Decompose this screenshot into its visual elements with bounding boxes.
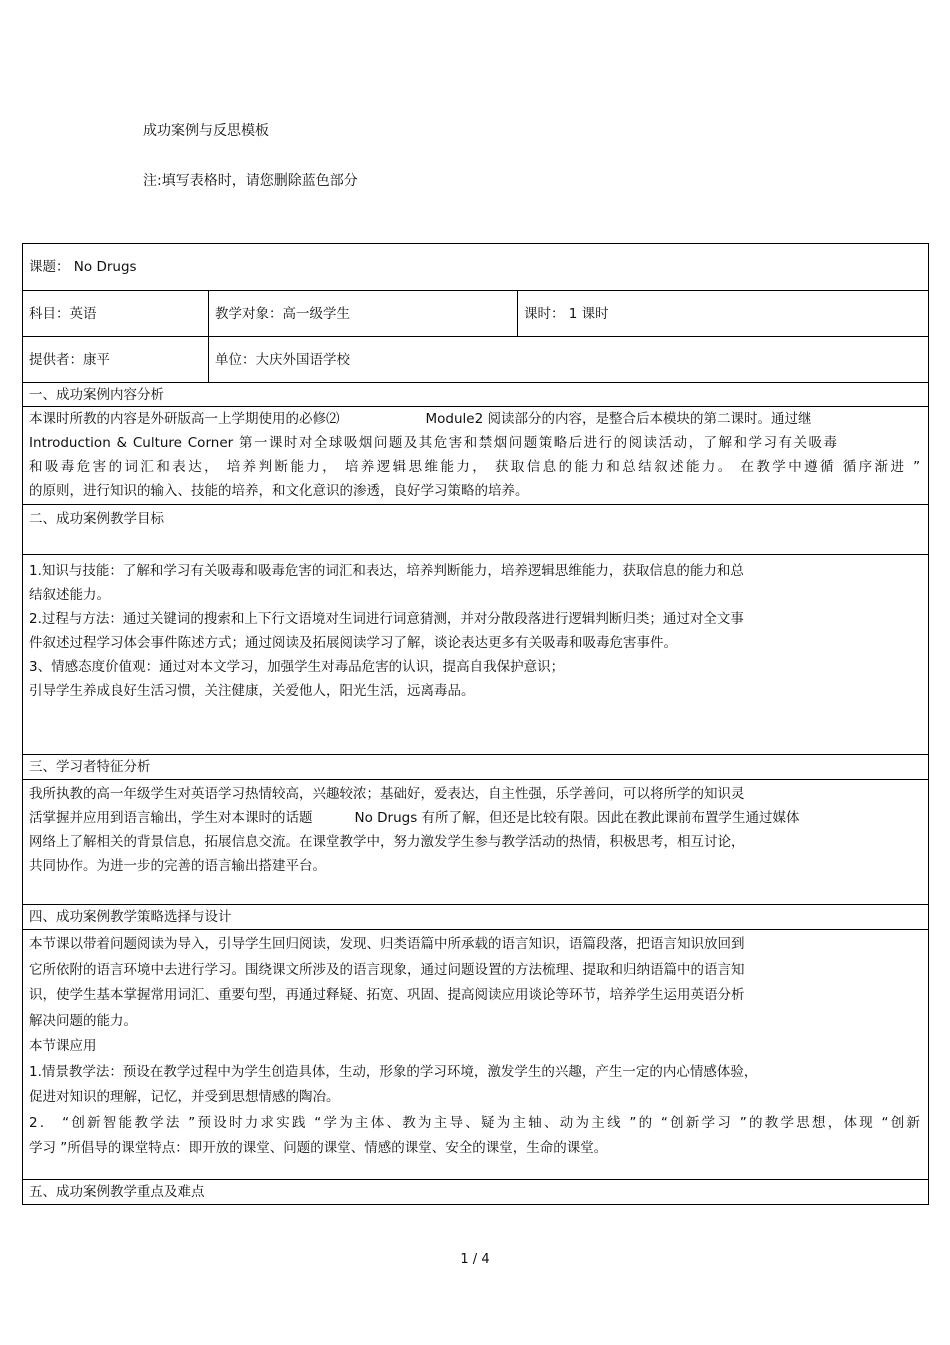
document-note: 注:填写表格时，请您删除蓝色部分 — [143, 173, 358, 189]
s2-line-6: 引导学生养成良好生活习惯，关注健康，关爱他人，阳光生活，远离毒品。 — [29, 683, 475, 699]
section-2-title: 二、成功案例教学目标 — [23, 505, 929, 555]
s3-line-4: 共同协作。为进一步的完善的语言输出搭建平台。 — [29, 858, 326, 874]
s4-line-1: 本节课以带着问题阅读为导入，引导学生回归阅读，发现、归类语篇中所承载的语言知识，语篇段落，把语言知识放回到 — [29, 936, 745, 952]
s1-line-1: 本课时所教的内容是外研版高一上学期使用的必修⑵ Module2 阅读部分的内容，是整合后本模块的第二课时。通过继 — [29, 411, 812, 427]
s3-line-3: 网络上了解相关的背景信息，拓展信息交流。在课堂教学中，努力激发学生参与教学活动的热情，积极思考，相互讨论， — [29, 834, 745, 850]
provider-cell: 提供者：康平 — [23, 337, 209, 383]
s1-line-3: 和吸毒危害的词汇和表达， 培养判断能力， 培养逻辑思维能力， 获取信息的能力和总结叙述能力。 在教学中遵循 循序渐进 ” — [29, 459, 921, 475]
document-title: 成功案例与反思模板 — [143, 123, 269, 139]
case-table — [22, 243, 929, 1205]
subject-cell: 科目：英语 — [23, 291, 209, 337]
s3-line-2: 活掌握并应用到语言输出，学生对本课时的话题 No Drugs 有所了解，但还是比较有限。因此在教此课前布置学生通过媒体 — [29, 810, 800, 826]
audience-cell: 教学对象：高一级学生 — [209, 291, 518, 337]
section-1-content — [23, 407, 929, 505]
unit-cell: 单位：大庆外国语学校 — [209, 337, 929, 383]
s3-line-1: 我所执教的高一年级学生对英语学习热情较高，兴趣较浓；基础好，爱表达，自主性强，乐学善问，可以将所学的知识灵 — [29, 786, 745, 802]
s2-line-4: 件叙述过程学习体会事件陈述方式；通过阅读及拓展阅读学习了解，谈论表达更多有关吸毒和吸毒危害事件。 — [29, 635, 677, 651]
s4-line-8: 2． “创新智能教学法 ”预设时力求实践 “学为主体、教为主导、疑为主轴、动为主线 ”的 “创新学习 ”的教学思想，体现 “创新 — [29, 1114, 921, 1131]
section-3-content — [23, 780, 929, 905]
s2-line-5: 3、情感态度价值观：通过对本文学习，加强学生对毒品危害的认识，提高自我保护意识； — [29, 659, 565, 675]
s4-line-6: 1.情景教学法：预设在教学过程中为学生创造具体，生动，形象的学习环境，激发学生的兴趣，产生一定的内心情感体验， — [29, 1063, 758, 1080]
topic-cell: 课题： No Drugs — [23, 244, 929, 291]
s4-line-4: 解决问题的能力。 — [29, 1012, 137, 1029]
s4-line-7: 促进对知识的理解，记忆，并受到思想情感的陶冶。 — [29, 1089, 340, 1105]
section-3-title: 三、学习者特征分析 — [23, 755, 929, 780]
section-5-title: 五、成功案例教学重点及难点 — [23, 1180, 929, 1205]
s2-line-2: 结叙述能力。 — [29, 587, 110, 603]
section-1-title: 一、成功案例内容分析 — [23, 383, 929, 407]
s4-line-3: 识，使学生基本掌握常用词汇、重要句型，再通过释疑、拓宽、巩固、提高阅读应用谈论等环节，培养学生运用英语分析 — [29, 987, 745, 1003]
section-4-title: 四、成功案例教学策略选择与设计 — [23, 905, 929, 930]
section-4-content — [23, 930, 929, 1180]
s2-line-1: 1.知识与技能：了解和学习有关吸毒和吸毒危害的词汇和表达，培养判断能力，培养逻辑思维能力，获取信息的能力和总 — [29, 563, 744, 579]
s4-line-2: 它所依附的语言环境中去进行学习。围绕课文所涉及的语言现象，通过问题设置的方法梳理、提取和归纳语篇中的语言知 — [29, 961, 745, 978]
s1-line-4: 的原则，进行知识的输入、技能的培养，和文化意识的渗透，良好学习策略的培养。 — [29, 483, 529, 499]
s1-line-2: Introduction & Culture Corner 第一课时对全球吸烟问题及其危害和禁烟问题策略后进行的阅读活动，了解和学习有关吸毒 — [29, 435, 837, 451]
hours-cell: 课时： 1 课时 — [518, 291, 929, 337]
section-2-content — [23, 555, 929, 755]
s4-line-9: 学习 ”所倡导的课堂特点：即开放的课堂、问题的课堂、情感的课堂、安全的课堂，生命的课堂。 — [29, 1140, 608, 1156]
page-number: 1 / 4 — [460, 1252, 490, 1267]
s4-line-5: 本节课应用 — [29, 1038, 97, 1054]
s2-line-3: 2.过程与方法：通过关键词的搜索和上下行文语境对生词进行词意猜测，并对分散段落进行逻辑判断归类；通过对全文事 — [29, 611, 744, 627]
